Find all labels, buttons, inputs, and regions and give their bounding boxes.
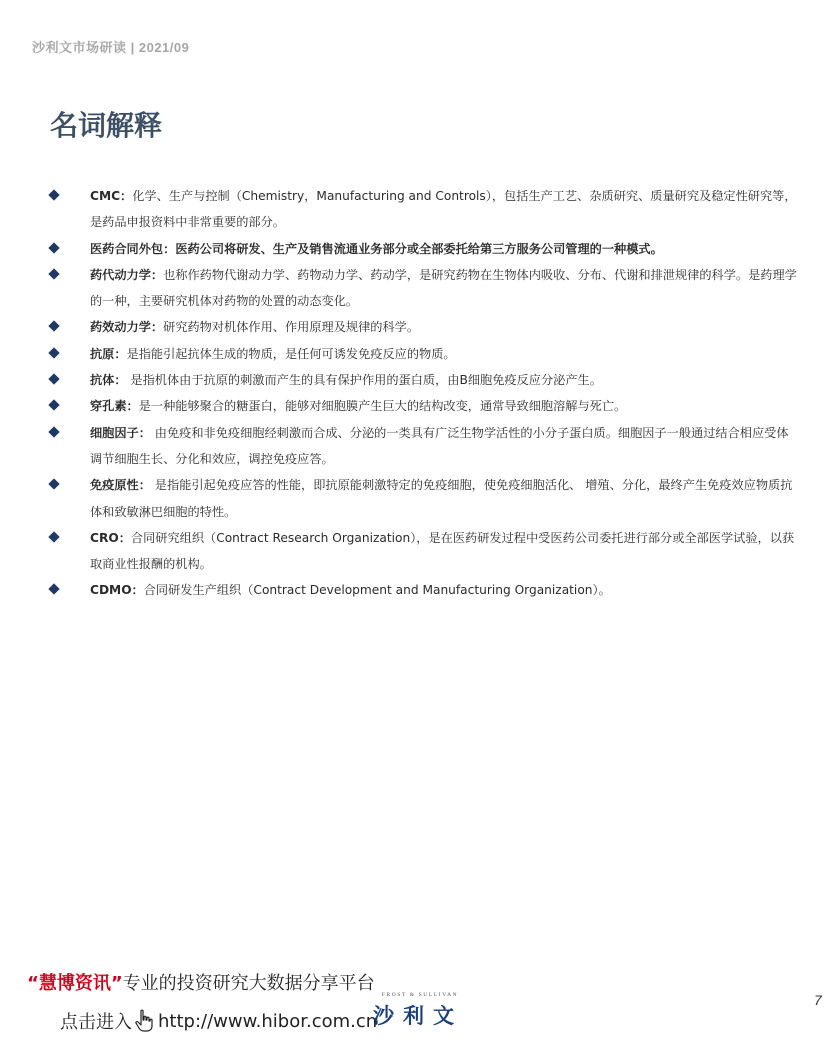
glossary-definition: 合同研发生产组织（Contract Development and Manufacturing Organization）。 — [143, 583, 611, 598]
glossary-definition: 由免疫和非免疫细胞经刺激而合成、分泌的一类具有广泛生物学活性的小分子蛋白质。细胞因子一般通过结合相应受体调节细胞生长、分化和效应，调控免疫应答。 — [90, 425, 789, 466]
glossary-term: 抗原： — [90, 346, 127, 361]
diamond-bullet-icon — [48, 347, 59, 358]
report-header: 沙利文市场研读 | 2021/09 — [32, 40, 190, 55]
diamond-bullet-icon — [48, 373, 59, 384]
frost-sullivan-logo — [363, 990, 477, 1030]
logo-chinese-text: 沙利文 — [373, 1004, 463, 1028]
glossary-term: 药代动力学： — [90, 267, 164, 282]
glossary-item-outsourcing — [0, 236, 837, 262]
glossary-item-antigen — [0, 341, 837, 367]
glossary-term: 免疫原性： — [90, 478, 151, 493]
glossary-definition: 也称作药物代谢动力学、药物动力学、药动学，是研究药物在生物体内吸收、分布、代谢和排泄规律的科学。是药理学的一种，主要研究机体对药物的处置的动态变化。 — [90, 267, 797, 309]
glossary-definition: 是指能引起抗体生成的物质，是任何可诱发免疫反应的物质。 — [126, 346, 456, 361]
glossary-item-cytokine — [0, 420, 837, 473]
glossary-term: 药效动力学： — [90, 320, 164, 335]
diamond-bullet-icon — [48, 189, 59, 200]
glossary-definition: 是一种能够聚合的糖蛋白，能够对细胞膜产生巨大的结构改变，通常导致细胞溶解与死亡。 — [138, 399, 627, 414]
glossary-definition: 是指能引起免疫应答的性能，即抗原能刺激特定的免疫细胞，使免疫细胞活化、 增殖、分化，最终产生免疫效应物质抗体和致敏淋巴细胞的特性。 — [90, 478, 793, 519]
page-number: 7 — [814, 992, 822, 1008]
footer-url-link[interactable]: http://www.hibor.com.cn — [158, 1010, 378, 1032]
diamond-bullet-icon — [48, 584, 59, 595]
glossary-term: CRO： — [90, 530, 131, 545]
footer-advert — [27, 969, 375, 995]
logo-english-text: FROST & SULLIVAN — [381, 992, 459, 998]
glossary-term: CDMO： — [90, 583, 144, 598]
glossary-term: 细胞因子： — [90, 425, 151, 440]
glossary-item-cmc — [0, 183, 837, 236]
glossary-term: 穿孔素： — [90, 399, 139, 414]
glossary-item-immunogenicity — [0, 472, 837, 525]
glossary-item-pharmacokinetics — [0, 262, 837, 315]
diamond-bullet-icon — [48, 479, 59, 490]
glossary-list — [0, 183, 837, 604]
pointing-hand-icon — [134, 1009, 154, 1033]
glossary-term: 抗体： — [90, 373, 127, 388]
diamond-bullet-icon — [48, 321, 59, 332]
glossary-item-pharmacodynamics — [0, 314, 837, 340]
glossary-term: 医药合同外包： — [90, 241, 176, 256]
diamond-bullet-icon — [48, 268, 59, 279]
diamond-bullet-icon — [48, 400, 59, 411]
footer-slogan: 专业的投资研究大数据分享平台 — [122, 973, 375, 994]
glossary-definition: 是指机体由于抗原的刺激而产生的具有保护作用的蛋白质，由B细胞免疫反应分泌产生。 — [126, 373, 602, 388]
glossary-definition: 医药公司将研发、生产及销售流通业务部分或全部委托给第三方服务公司管理的一种模式。 — [175, 241, 663, 256]
footer-brand: “慧博资讯” — [27, 973, 123, 994]
glossary-item-antibody — [0, 367, 837, 393]
footer-link-row[interactable] — [60, 1008, 377, 1034]
diamond-bullet-icon — [48, 531, 59, 542]
diamond-bullet-icon — [48, 242, 59, 253]
glossary-definition: 合同研究组织（Contract Research Organization），是在医药研发过程中受医药公司委托进行部分或全部医学试验，以获取商业性报酬的机构。 — [90, 530, 795, 572]
glossary-item-cro — [0, 525, 837, 578]
glossary-definition: 研究药物对机体作用、作用原理及规律的科学。 — [163, 320, 420, 335]
glossary-term: CMC： — [90, 189, 133, 203]
footer-click-text: 点击进入 — [60, 1012, 132, 1033]
glossary-definition: 化学、生产与控制（Chemistry，Manufacturing and Controls），包括生产工艺、杂质研究、质量研究及稳定性研究等，是药品申报资料中非常重要的部分。 — [90, 189, 797, 230]
glossary-item-cdmo — [0, 577, 837, 603]
diamond-bullet-icon — [48, 426, 59, 437]
page-title: 名词解释 — [50, 109, 163, 142]
glossary-item-perforin — [0, 393, 837, 419]
